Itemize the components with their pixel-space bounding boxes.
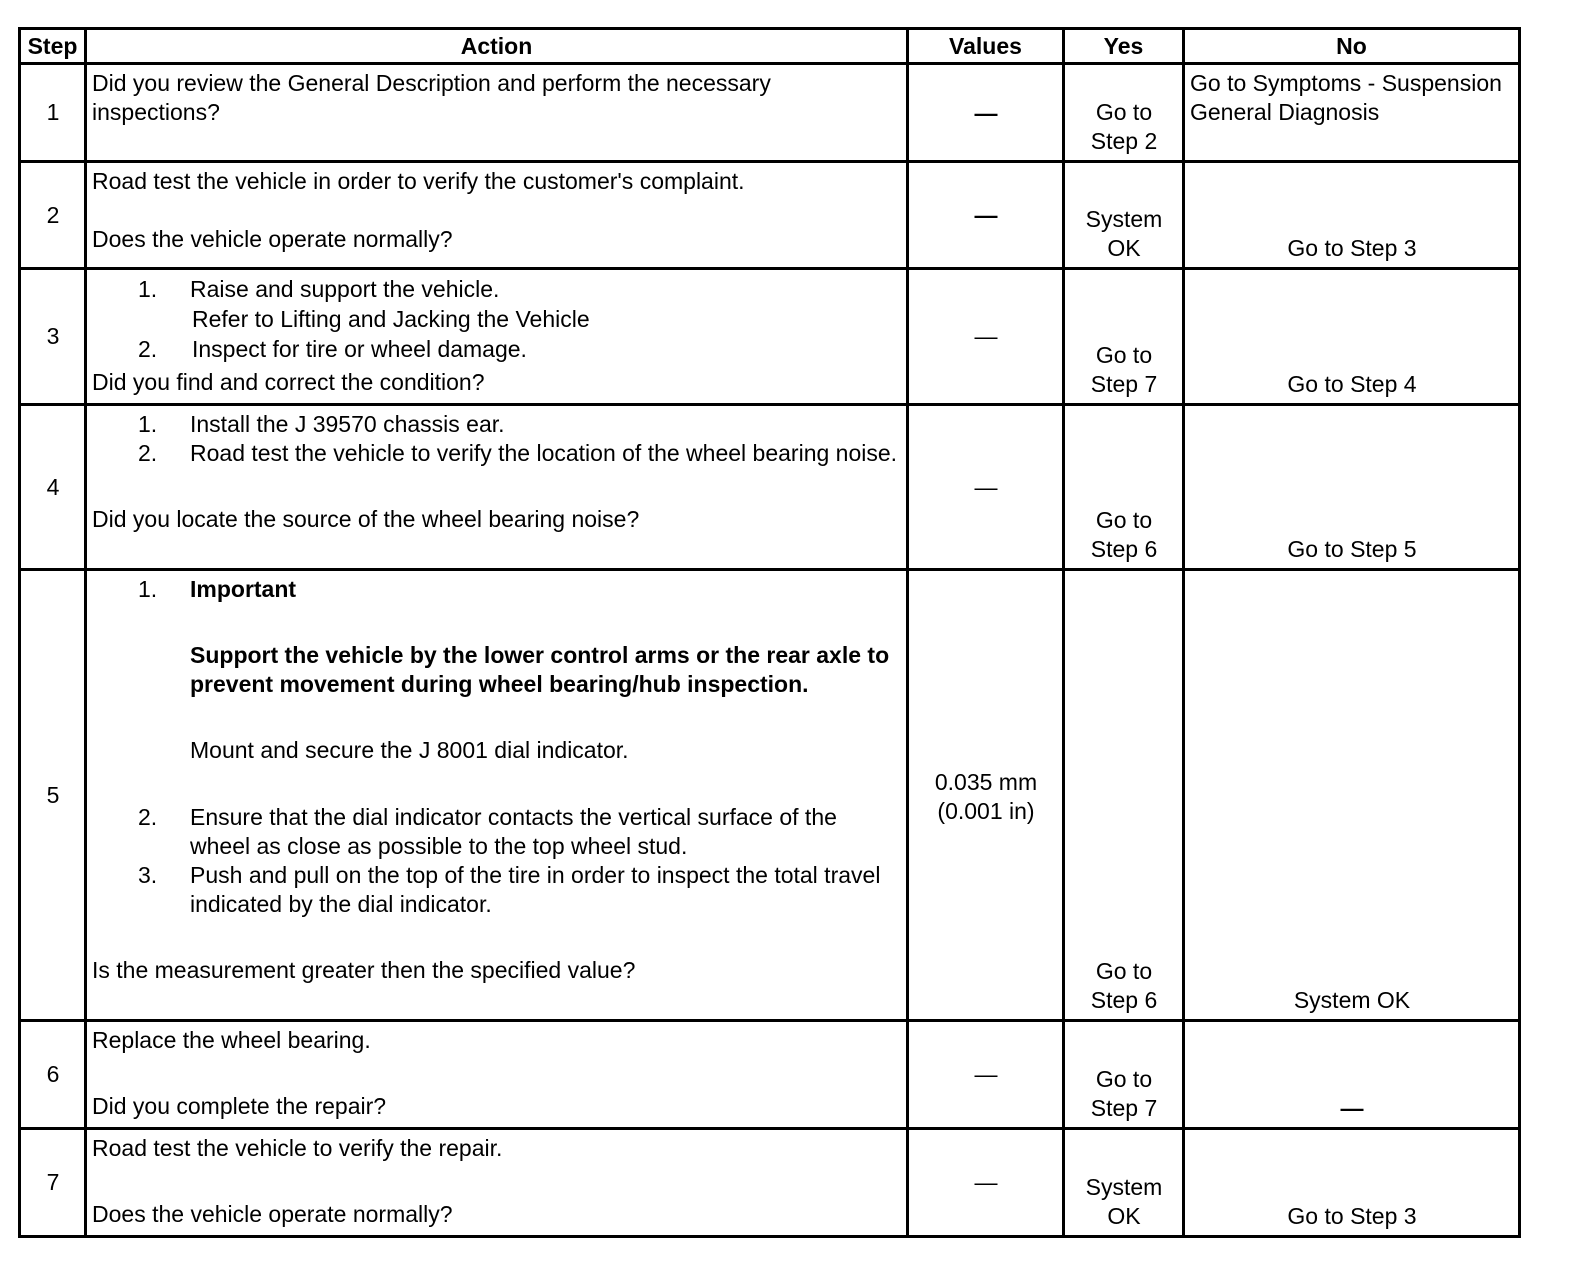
step-number: 5 xyxy=(20,570,86,1021)
yes-line-2: Step 2 xyxy=(1090,128,1158,154)
yes-line-1: Go to xyxy=(1095,1066,1153,1092)
list-text: Raise and support the vehicle. xyxy=(190,276,500,302)
em-dash: — xyxy=(974,1169,998,1195)
yes-line-2: Step 6 xyxy=(1090,987,1158,1013)
em-dash: — xyxy=(974,323,998,349)
no-cell: Go to Step 5 xyxy=(1184,405,1520,570)
action-cell xyxy=(86,1021,908,1129)
list-item xyxy=(92,803,902,861)
step-number: 1 xyxy=(20,64,86,162)
yes-line-2: Step 7 xyxy=(1090,1095,1158,1121)
yes-cell xyxy=(1064,64,1184,162)
list-text: Push and pull on the top of the tire in order to inspect the total travel indicated by the dial indicator. xyxy=(190,862,881,917)
list-item xyxy=(92,410,902,439)
em-dash: — xyxy=(974,201,998,228)
action-cell xyxy=(86,269,908,405)
header-yes: Yes xyxy=(1064,29,1184,64)
list-item xyxy=(92,575,902,604)
values-cell xyxy=(908,1021,1064,1129)
list-number: 3. xyxy=(138,862,158,888)
list-text: Install the J 39570 chassis ear. xyxy=(190,411,505,437)
em-dash: — xyxy=(974,1061,998,1087)
action-cell xyxy=(86,570,908,1021)
table-row-step-6 xyxy=(20,1021,1520,1129)
yes-line-1: System xyxy=(1085,206,1163,232)
yes-cell xyxy=(1064,1129,1184,1237)
em-dash: — xyxy=(974,99,998,126)
list-text: Inspect for tire or wheel damage. xyxy=(192,336,527,362)
header-step: Step xyxy=(20,29,86,64)
list-number: 1. xyxy=(138,276,158,302)
yes-cell xyxy=(1064,162,1184,269)
table-row-step-4 xyxy=(20,405,1520,570)
yes-line-2: OK xyxy=(1107,1203,1141,1229)
action-question: Does the vehicle operate normally? xyxy=(92,226,453,252)
values-cell xyxy=(908,269,1064,405)
action-intro: Road test the vehicle in order to verify the customer's complaint. xyxy=(92,168,745,194)
list-number: 1. xyxy=(138,576,158,602)
no-cell: — xyxy=(1184,1021,1520,1129)
values-cell xyxy=(908,64,1064,162)
list-item xyxy=(92,861,902,919)
values-cell xyxy=(908,162,1064,269)
list-number: 1. xyxy=(138,411,158,437)
step-number: 2 xyxy=(20,162,86,269)
yes-cell xyxy=(1064,405,1184,570)
values-cell xyxy=(908,405,1064,570)
table-row-step-3 xyxy=(20,269,1520,405)
no-cell: System OK xyxy=(1184,570,1520,1021)
list-item xyxy=(92,274,902,304)
action-cell xyxy=(86,162,908,269)
list-number: 2. xyxy=(138,804,158,830)
header-values: Values xyxy=(908,29,1064,64)
header-no: No xyxy=(1184,29,1520,64)
yes-line-1: Go to xyxy=(1095,342,1153,368)
step-number: 4 xyxy=(20,405,86,570)
yes-line-1: System xyxy=(1085,1174,1163,1200)
step-number: 3 xyxy=(20,269,86,405)
no-cell: Go to Symptoms - Suspension General Diagnosis xyxy=(1184,64,1520,162)
diagnostic-table xyxy=(18,27,1521,1238)
em-dash: — xyxy=(974,473,998,500)
list-text: Mount and secure the J 8001 dial indicator. xyxy=(190,737,629,763)
yes-line-2: Step 7 xyxy=(1090,371,1158,397)
list-item xyxy=(92,334,902,364)
table-row-step-1 xyxy=(20,64,1520,162)
action-cell xyxy=(86,405,908,570)
yes-line-1: Go to xyxy=(1095,507,1153,533)
list-item xyxy=(92,439,902,468)
action-intro: Road test the vehicle to verify the repair. xyxy=(92,1135,503,1161)
yes-cell xyxy=(1064,269,1184,405)
table-row-step-2 xyxy=(20,162,1520,269)
yes-line-1: Go to xyxy=(1095,958,1153,984)
list-text: Ensure that the dial indicator contacts the vertical surface of the wheel as close as possible to the top wheel stud. xyxy=(190,804,837,859)
header-action: Action xyxy=(86,29,908,64)
header-row xyxy=(20,29,1520,64)
action-intro: Replace the wheel bearing. xyxy=(92,1027,371,1053)
step-number: 7 xyxy=(20,1129,86,1237)
step-number: 6 xyxy=(20,1021,86,1129)
important-text: Support the vehicle by the lower control arms or the rear axle to prevent movement during wheel bearing/hub inspection. xyxy=(190,642,890,697)
list-subtext: Refer to Lifting and Jacking the Vehicle xyxy=(192,306,590,332)
yes-line-2: OK xyxy=(1107,235,1141,261)
table-row-step-5 xyxy=(20,570,1520,1021)
list-number: 2. xyxy=(138,336,158,362)
list-text: Road test the vehicle to verify the location of the wheel bearing noise. xyxy=(190,440,898,466)
list-number: 2. xyxy=(138,440,158,466)
yes-line-2: Step 6 xyxy=(1090,536,1158,562)
values-cell xyxy=(908,1129,1064,1237)
action-question: Did you complete the repair? xyxy=(92,1093,387,1119)
action-question: Does the vehicle operate normally? xyxy=(92,1201,453,1227)
action-question: Did you review the General Description and perform the necessary inspections? xyxy=(92,70,771,125)
yes-line-1: Go to xyxy=(1095,99,1153,125)
yes-cell xyxy=(1064,570,1184,1021)
important-label: Important xyxy=(190,576,297,602)
table-row-step-7 xyxy=(20,1129,1520,1237)
action-question: Is the measurement greater then the specified value? xyxy=(92,957,636,983)
yes-cell xyxy=(1064,1021,1184,1129)
action-cell xyxy=(86,64,908,162)
no-cell: Go to Step 3 xyxy=(1184,1129,1520,1237)
no-cell: Go to Step 3 xyxy=(1184,162,1520,269)
diagnostic-table-container xyxy=(18,27,1518,1238)
spec-metric: 0.035 mm xyxy=(934,769,1038,795)
values-cell xyxy=(908,570,1064,1021)
no-cell: Go to Step 4 xyxy=(1184,269,1520,405)
action-question: Did you find and correct the condition? xyxy=(92,369,485,395)
action-question: Did you locate the source of the wheel bearing noise? xyxy=(92,506,640,532)
action-cell xyxy=(86,1129,908,1237)
spec-imperial: (0.001 in) xyxy=(937,798,1035,824)
